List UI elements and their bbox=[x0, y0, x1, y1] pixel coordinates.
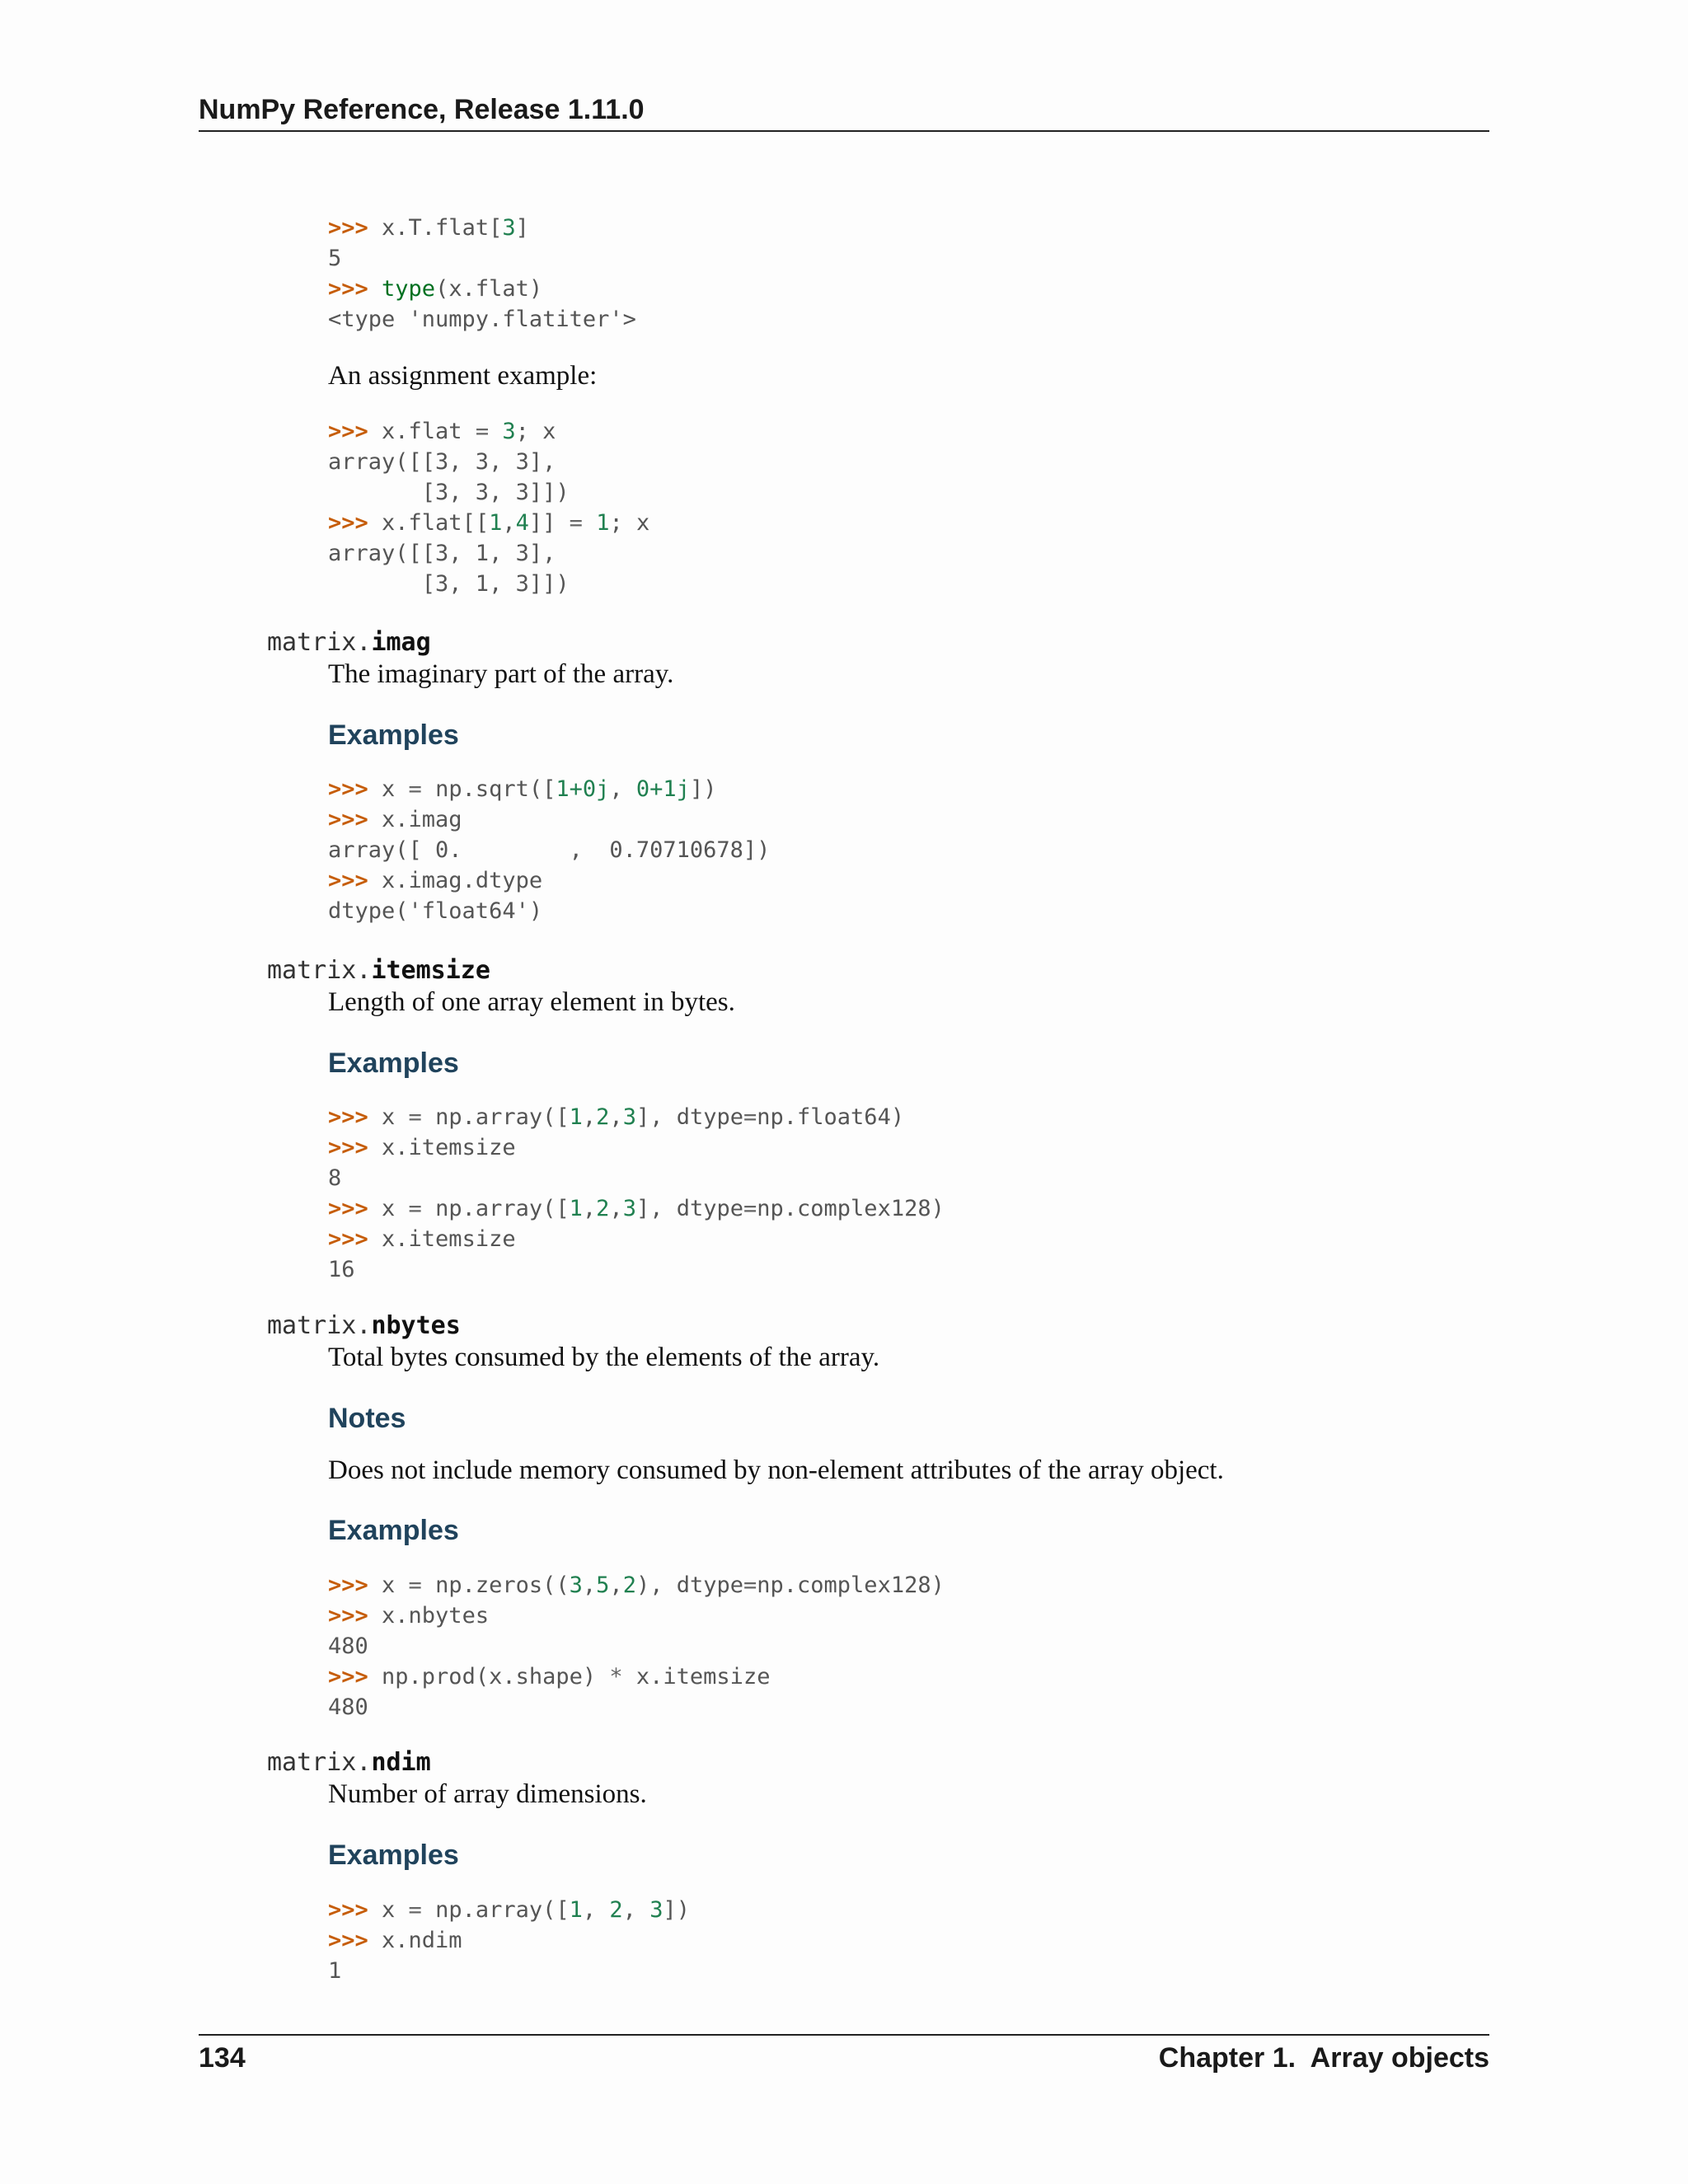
code-line bbox=[328, 1897, 690, 1923]
code-token: 3 bbox=[622, 1104, 636, 1130]
code-token: , bbox=[609, 1572, 623, 1598]
code-token: [3, 3, 3]]) bbox=[328, 480, 570, 505]
code-token: x.itemsize bbox=[382, 1135, 516, 1160]
imag-name: imag bbox=[371, 628, 431, 657]
code-token: 4 bbox=[515, 510, 529, 536]
code-token: 1 bbox=[328, 1958, 342, 1984]
code-token: ], dtype bbox=[635, 1196, 743, 1221]
code-line bbox=[328, 807, 462, 832]
prompt-token: >>> bbox=[328, 1928, 382, 1953]
code-token: ], dtype bbox=[635, 1104, 743, 1130]
nbytes-attribute-signature bbox=[267, 1311, 461, 1340]
code-token: x bbox=[382, 1572, 409, 1598]
code-token: * bbox=[609, 1664, 623, 1690]
code-token: ; x bbox=[515, 419, 556, 444]
code-token: array([[3, 3, 3], bbox=[328, 449, 556, 475]
code-token: , bbox=[609, 1196, 623, 1221]
ndim-code-block bbox=[328, 1895, 690, 1986]
prompt-token: >>> bbox=[328, 1135, 382, 1160]
code-line bbox=[328, 276, 542, 302]
code-token: , bbox=[502, 510, 516, 536]
code-token: = bbox=[743, 1196, 757, 1221]
code-line bbox=[328, 1958, 341, 1984]
code-token: np.sqrt([ bbox=[421, 776, 556, 802]
code-token: (x.flat) bbox=[435, 276, 543, 302]
code-token: 2 bbox=[596, 1196, 610, 1221]
code-token: 8 bbox=[328, 1165, 342, 1191]
code-line bbox=[328, 1165, 341, 1191]
code-token: 1 bbox=[569, 1897, 583, 1923]
code-token: np.prod(x.shape) bbox=[382, 1664, 610, 1690]
assignment-example-text: An assignment example: bbox=[328, 361, 598, 391]
prompt-token: >>> bbox=[328, 776, 382, 802]
code-line bbox=[328, 1104, 904, 1130]
prompt-token: >>> bbox=[328, 1897, 382, 1923]
code-token: 2 bbox=[622, 1572, 636, 1598]
nbytes-name: nbytes bbox=[371, 1311, 461, 1340]
code-token: dtype('float64') bbox=[328, 898, 543, 924]
code-token: ]] bbox=[528, 510, 570, 536]
prompt-token: >>> bbox=[328, 1104, 382, 1130]
code-token bbox=[489, 419, 502, 444]
code-line bbox=[328, 1572, 945, 1598]
code-line bbox=[328, 776, 716, 802]
ndim-examples-heading: Examples bbox=[328, 1840, 459, 1871]
imag-attribute-signature bbox=[267, 628, 431, 657]
code-token: = bbox=[743, 1104, 757, 1130]
nbytes-prefix: matrix. bbox=[267, 1311, 372, 1340]
code-line bbox=[328, 1664, 770, 1690]
code-token: x.itemsize bbox=[382, 1226, 516, 1252]
nbytes-notes-heading: Notes bbox=[328, 1403, 406, 1434]
code-token: , bbox=[582, 1572, 597, 1598]
code-line bbox=[328, 898, 542, 924]
code-line bbox=[328, 541, 556, 566]
code-line bbox=[328, 571, 570, 597]
code-token: = bbox=[408, 1897, 422, 1923]
code-token: 3 bbox=[502, 419, 516, 444]
code-token: np.complex128) bbox=[757, 1196, 945, 1221]
code-token: ; x bbox=[609, 510, 650, 536]
code-token: x bbox=[382, 776, 409, 802]
itemsize-prefix: matrix. bbox=[267, 956, 372, 985]
code-token: 1 bbox=[489, 510, 503, 536]
code-token: x bbox=[382, 1897, 409, 1923]
code-token: type bbox=[382, 276, 436, 302]
itemsize-examples-heading: Examples bbox=[328, 1047, 459, 1079]
code-line bbox=[328, 1928, 462, 1953]
code-token: = bbox=[569, 510, 583, 536]
prompt-token: >>> bbox=[328, 868, 382, 893]
nbytes-notes-text: Does not include memory consumed by non-element attributes of the array object. bbox=[328, 1455, 1224, 1485]
header-rule bbox=[199, 130, 1489, 132]
code-token: np.array([ bbox=[421, 1104, 570, 1130]
flat-code-block-1 bbox=[328, 213, 636, 335]
code-token: [3, 1, 3]]) bbox=[328, 571, 570, 597]
code-line bbox=[328, 1257, 355, 1282]
code-line bbox=[328, 1226, 516, 1252]
code-token: x.flat bbox=[382, 419, 476, 444]
code-token: ]) bbox=[689, 776, 717, 802]
prompt-token: >>> bbox=[328, 215, 382, 241]
code-token: x.imag bbox=[382, 807, 462, 832]
code-token: ] bbox=[515, 215, 529, 241]
code-line bbox=[328, 1196, 945, 1221]
code-token: , bbox=[582, 1897, 610, 1923]
prompt-token: >>> bbox=[328, 1664, 382, 1690]
code-token: x.T.flat[ bbox=[382, 215, 503, 241]
code-line bbox=[328, 868, 542, 893]
code-token: 2 bbox=[609, 1897, 623, 1923]
imag-prefix: matrix. bbox=[267, 628, 372, 657]
prompt-token: >>> bbox=[328, 510, 382, 536]
code-token: x.itemsize bbox=[622, 1664, 771, 1690]
code-token: 480 bbox=[328, 1694, 368, 1720]
itemsize-description: Length of one array element in bytes. bbox=[328, 987, 735, 1017]
code-token: 3 bbox=[649, 1897, 663, 1923]
code-line bbox=[328, 1694, 368, 1720]
code-line bbox=[328, 246, 341, 271]
code-token: ]) bbox=[663, 1897, 690, 1923]
imag-examples-heading: Examples bbox=[328, 719, 459, 751]
code-token: x bbox=[382, 1104, 409, 1130]
prompt-token: >>> bbox=[328, 1603, 382, 1629]
code-line bbox=[328, 1135, 516, 1160]
nbytes-examples-heading: Examples bbox=[328, 1515, 459, 1546]
code-token: = bbox=[743, 1572, 757, 1598]
code-token: np.zeros(( bbox=[421, 1572, 570, 1598]
imag-description: The imaginary part of the array. bbox=[328, 659, 674, 689]
code-token: ), dtype bbox=[635, 1572, 743, 1598]
code-token: 2 bbox=[596, 1104, 610, 1130]
prompt-token: >>> bbox=[328, 1572, 382, 1598]
code-token: 3 bbox=[622, 1196, 636, 1221]
code-token bbox=[583, 510, 596, 536]
prompt-token: >>> bbox=[328, 1226, 382, 1252]
code-line bbox=[328, 1633, 368, 1659]
code-token: np.array([ bbox=[421, 1196, 570, 1221]
ndim-attribute-signature bbox=[267, 1748, 431, 1777]
code-token: np.complex128) bbox=[757, 1572, 945, 1598]
code-token: x.nbytes bbox=[382, 1603, 490, 1629]
code-token: = bbox=[408, 776, 422, 802]
itemsize-attribute-signature bbox=[267, 956, 490, 985]
code-token: x.imag.dtype bbox=[382, 868, 543, 893]
code-token: 480 bbox=[328, 1633, 368, 1659]
code-token: 1+0j bbox=[556, 776, 610, 802]
code-token: 0+1j bbox=[635, 776, 690, 802]
footer-rule bbox=[199, 2034, 1489, 2036]
prompt-token: >>> bbox=[328, 276, 382, 302]
itemsize-name: itemsize bbox=[371, 956, 490, 985]
code-token: = bbox=[475, 419, 490, 444]
code-token: <type 'numpy.flatiter'> bbox=[328, 307, 636, 332]
code-token: 1 bbox=[569, 1196, 583, 1221]
code-line bbox=[328, 215, 529, 241]
flat-code-block-2 bbox=[328, 416, 649, 599]
code-token: 3 bbox=[569, 1572, 583, 1598]
code-token: , bbox=[582, 1104, 597, 1130]
code-token: 5 bbox=[596, 1572, 610, 1598]
footer-page-number: 134 bbox=[199, 2042, 246, 2074]
ndim-name: ndim bbox=[371, 1748, 431, 1777]
code-token: 16 bbox=[328, 1257, 355, 1282]
code-line bbox=[328, 510, 649, 536]
code-token: , bbox=[622, 1897, 650, 1923]
ndim-description: Number of array dimensions. bbox=[328, 1779, 647, 1809]
nbytes-code-block bbox=[328, 1570, 945, 1722]
code-token: array([ 0. , 0.70710678]) bbox=[328, 837, 771, 863]
ndim-prefix: matrix. bbox=[267, 1748, 372, 1777]
code-token: 1 bbox=[596, 510, 610, 536]
code-token: x.ndim bbox=[382, 1928, 462, 1953]
code-token: x.flat[[ bbox=[382, 510, 490, 536]
code-line bbox=[328, 1603, 489, 1629]
prompt-token: >>> bbox=[328, 1196, 382, 1221]
code-line bbox=[328, 480, 570, 505]
imag-code-block bbox=[328, 774, 770, 926]
running-header-title: NumPy Reference, Release 1.11.0 bbox=[199, 94, 645, 125]
code-token: , bbox=[609, 776, 636, 802]
code-token: = bbox=[408, 1196, 422, 1221]
code-line bbox=[328, 307, 636, 332]
code-token: np.float64) bbox=[757, 1104, 905, 1130]
code-line bbox=[328, 837, 770, 863]
code-line bbox=[328, 419, 556, 444]
footer-chapter-title: Chapter 1. Array objects bbox=[1158, 2042, 1489, 2074]
code-token: 5 bbox=[328, 246, 342, 271]
code-token: = bbox=[408, 1572, 422, 1598]
prompt-token: >>> bbox=[328, 419, 382, 444]
code-line bbox=[328, 449, 556, 475]
code-token: = bbox=[408, 1104, 422, 1130]
itemsize-code-block bbox=[328, 1102, 945, 1285]
code-token: x bbox=[382, 1196, 409, 1221]
nbytes-description: Total bytes consumed by the elements of the array. bbox=[328, 1343, 880, 1372]
code-token: array([[3, 1, 3], bbox=[328, 541, 556, 566]
code-token: np.array([ bbox=[421, 1897, 570, 1923]
code-token: , bbox=[582, 1196, 597, 1221]
code-token: 1 bbox=[569, 1104, 583, 1130]
prompt-token: >>> bbox=[328, 807, 382, 832]
code-token: 3 bbox=[502, 215, 516, 241]
code-token: , bbox=[609, 1104, 623, 1130]
